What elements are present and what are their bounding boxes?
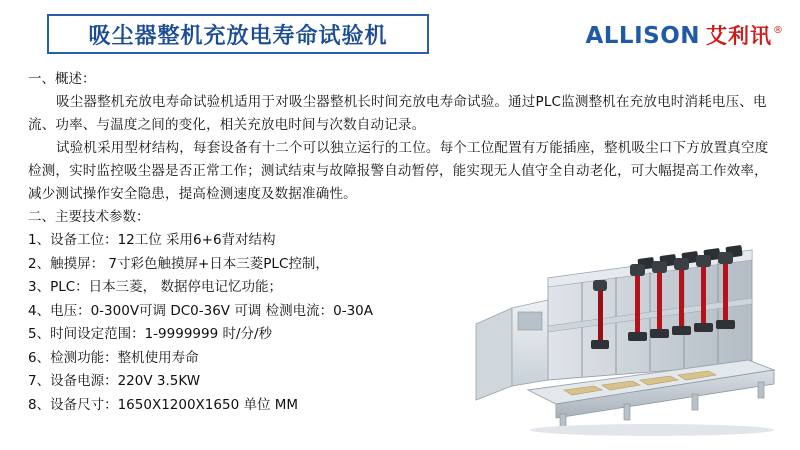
brand-name-cn: 艾利讯: [706, 24, 772, 48]
overview-paragraph-1: 吸尘器整机充放电寿命试验机适用于对吸尘器整机长时间充放电寿命试验。通过PLC监测整机在充放电时消耗电压、电流、功率、与温度之间的变化，相关充放电时间与次数自动记录。: [28, 94, 767, 133]
specs-heading: 二、主要技术参数：: [28, 209, 150, 225]
machine-illustration: [452, 214, 788, 438]
list-item: 2、触摸屏： 7寸彩色触摸屏+日本三菱PLC控制，: [28, 255, 329, 272]
list-item: 6、检测功能：整机使用寿命: [28, 349, 199, 366]
brand-name-en: ALLISON: [585, 23, 700, 49]
overview-paragraph-2: 试验机采用型材结构，每套设备有十二个可以独立运行的工位。每个工位配置有万能插座，整机吸尘口下方放置真空度检测，实时监控吸尘器是否正常工作；测试结束与故障报警自动暂停，能实现无人值守全自动老化，可大幅提高工作效率，减少测试操作安全隐患，提高检测速度及数据准确性。: [28, 140, 769, 202]
list-item: 3、PLC：日本三菱， 数据停电记忆功能；: [28, 279, 282, 295]
list-item: 7、设备电源：220V 3.5KW: [28, 373, 201, 389]
overview-heading: 一、概述：: [28, 71, 96, 87]
test-machine-photo: [452, 214, 788, 438]
list-item: 8、设备尺寸：1650X1200X1650 单位 MM: [28, 396, 299, 413]
page-title: 吸尘器整机充放电寿命试验机: [88, 23, 388, 49]
page-title-box: [47, 14, 429, 54]
list-item: 1、设备工位：12工位 采用6+6背对结构: [28, 232, 276, 248]
registered-trademark-icon: ®: [773, 25, 783, 36]
brand-logo: [585, 20, 782, 50]
list-item: 4、电压：0-300V可调 DC0-36V 可调 检测电流：0-30A: [28, 302, 373, 319]
list-item: 5、时间设定范围：1-9999999 时/分/秒: [28, 326, 273, 342]
page-header: [0, 0, 800, 64]
